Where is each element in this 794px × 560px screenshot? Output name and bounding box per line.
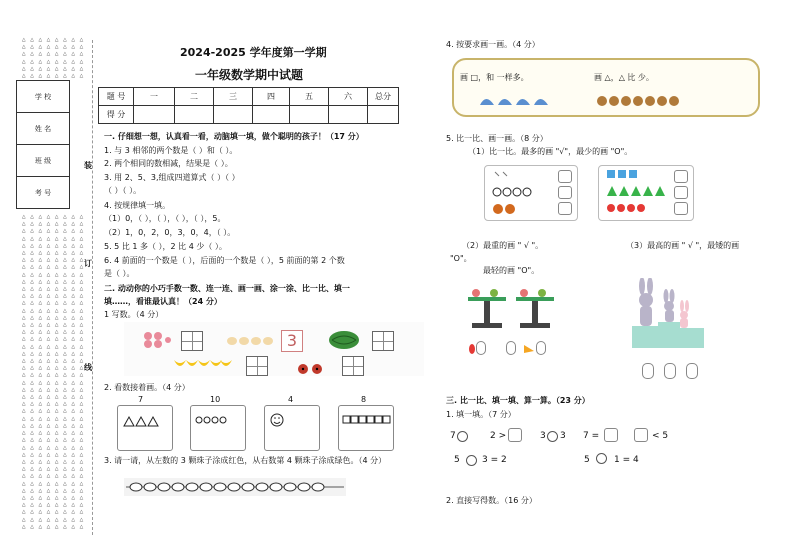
q5-answer-box-6[interactable]	[674, 202, 688, 215]
score-table	[98, 87, 399, 124]
s2-q3: 3. 请一请，从左数的 3 颗珠子涂成红色，从右数第 4 颗珠子涂成绿色。（4 分）	[104, 456, 387, 465]
score-head-6: 六	[329, 88, 368, 106]
flower-group-icon	[142, 330, 172, 348]
eq-circle-4[interactable]	[596, 453, 607, 464]
q4-left-instruction: 画 □，和 一样多。	[460, 73, 529, 82]
eq-1-eq-4: 1 = 4	[614, 455, 639, 465]
binding-char-xian: 线	[84, 363, 92, 372]
eq-2-gt: 2 >	[490, 431, 507, 441]
draw-box-triangles[interactable]	[117, 405, 173, 451]
section2-heading-2: 填……，看谁最认真！（24 分）	[104, 297, 222, 306]
s2-q1: 1 写数。（4 分）	[104, 310, 164, 319]
score-head-1: 一	[134, 88, 175, 106]
s1-line-10: 是（ ）。	[104, 269, 135, 278]
section2-heading: 二. 动动你的小巧手数一数、连一连、画一画、涂一涂、比一比、填一	[104, 284, 350, 293]
eq-3-eq-2: 3 = 2	[482, 455, 507, 465]
eq-circle-2[interactable]	[547, 431, 558, 442]
ball-icons	[492, 168, 542, 216]
s1-line-8: 5. 5 比 1 多（ ），2 比 4 少（ ）。	[104, 242, 227, 251]
score-head-3: 三	[214, 88, 253, 106]
exam-title: 2024-2025 学年度第一学期	[180, 46, 327, 59]
score-cell[interactable]	[329, 106, 368, 124]
q5-answer-box-3[interactable]	[558, 202, 572, 215]
banana-group-icon	[172, 356, 232, 372]
s1-line-2: 2. 两个相同的数相减，结果是（ ）。	[104, 159, 233, 168]
cap-group-icon	[478, 92, 554, 106]
q5-2-instruction: （2）最重的画 " √ "。	[462, 241, 544, 250]
score-head-4: 四	[253, 88, 290, 106]
draw-box-squares[interactable]	[338, 405, 394, 451]
s1-line-5: 4. 按规律填一填。	[104, 201, 171, 210]
eq-box-3[interactable]	[634, 428, 648, 442]
watermelon-icon	[328, 330, 360, 350]
score-row-label: 得 分	[99, 106, 134, 124]
q5-heading: 5. 比一比、画一画。（8 分）	[446, 134, 548, 143]
eq-3a: 3	[540, 431, 546, 441]
eq-lt-5: < 5	[652, 431, 669, 441]
score-cell[interactable]	[290, 106, 329, 124]
score-cell[interactable]	[253, 106, 290, 124]
q4-right-instruction: 画 △，△ 比 少。	[594, 73, 654, 82]
q4-wavy-frame	[452, 58, 760, 117]
s1-line-4: （ ）（ ）。	[104, 186, 142, 195]
q5-answer-box-2[interactable]	[558, 186, 572, 199]
score-cell[interactable]	[175, 106, 214, 124]
s3-q2-heading: 2. 直接写得数。（16 分）	[446, 496, 537, 505]
s1-line-1: 1. 与 3 相邻的两个数是（ ）和（ ）。	[104, 146, 238, 155]
score-cell[interactable]	[134, 106, 175, 124]
write-box-grid-1[interactable]	[181, 331, 203, 351]
binding-line	[92, 40, 93, 535]
score-head-5: 五	[290, 88, 329, 106]
score-head-total: 总分	[368, 88, 399, 106]
info-label-name: 姓 名	[17, 113, 70, 145]
shape-icons	[605, 168, 671, 216]
s1-line-7: （2）1，0，2，0，3，0，4，（ ）。	[104, 228, 236, 237]
write-box-grid-4[interactable]	[342, 356, 364, 376]
draw-number-7: 7	[138, 395, 144, 404]
score-head-2: 二	[175, 88, 214, 106]
eq-circle-1[interactable]	[457, 431, 468, 442]
eq-3b: 3	[560, 431, 566, 441]
s1-line-9: 6. 4 前面的一个数是（ ），后面的一个数是（ ），5 前面的第 2 个数	[104, 256, 345, 265]
write-box-grid-3[interactable]	[246, 356, 268, 376]
exam-subtitle: 一年级数学期中试题	[195, 68, 304, 82]
rabbit-answer-box-1[interactable]	[642, 363, 654, 379]
binding-char-ding: 订	[84, 259, 92, 268]
draw-box-faces[interactable]	[264, 405, 320, 451]
s3-q1-heading: 1. 填一填。（7 分）	[446, 410, 516, 419]
info-label-class: 班 级	[17, 145, 70, 177]
q4-heading: 4. 按要求画一画。（4 分）	[446, 40, 540, 49]
write-box-grid-2[interactable]	[372, 331, 394, 351]
q5-answer-box-1[interactable]	[558, 170, 572, 183]
q5-1-instruction: （1）比一比。最多的画 "√"，最少的画 "O"。	[468, 147, 633, 156]
rabbit-answer-box-2[interactable]	[664, 363, 676, 379]
q5-2-instruction-cont: 最轻的画 "O"。	[483, 266, 540, 275]
info-label-id: 考 号	[17, 177, 70, 209]
bead-string[interactable]	[124, 478, 346, 496]
s1-line-6: （1）0，（ ），（ ），（ ），（ ），5。	[104, 214, 226, 223]
eq-7-eq: 7 =	[583, 431, 600, 441]
bear-group-icon	[596, 92, 692, 104]
eq-box-2[interactable]	[604, 428, 618, 442]
eq-circle-3[interactable]	[466, 455, 477, 466]
section1-heading: 一. 仔细想一想，认真看一看，动脑填一填，做个聪明的孩子！（17 分）	[104, 132, 364, 141]
s1-line-3: 3. 用 2、5、3,组成四道算式（ ）（ ）	[104, 173, 240, 182]
written-number: 3	[286, 331, 298, 350]
triangle-border-top: △ △ △ △ △ △ △ △ △ △ △ △ △ △ △ △ △ △ △ △ △ △ △ △ △ △ △ △ △ △ △ △ △ △ △ △ △ △ △ △ △ △ △ △ △ △ △ △	[22, 36, 84, 80]
s2-q2: 2. 看数接着画。（4 分）	[104, 383, 190, 392]
triangle-border-bottom: △ △ △ △ △ △ △ △ △ △ △ △ △ △ △ △ △ △ △ △ △ △ △ △ △ △ △ △ △ △ △ △ △ △ △ △ △ △ △ △ △ △ △ △ △ △ △ △ △ △ △ △ △ △ △ △ △ △ △ △ △ △ △ △ △ △ △ △ △ △ △ △ △ △ △ △ △ △ △ △ △ △ △ △ △ △ △ △ △ △ △ △ △ △ △ △ △ △ △ △ △ △ △ △ △ △ △ △ △ △ △ △ △ △ △ △ △ △ △ △ △ △ △ △ △ △ △ △ △ △ △ △ △ △ △ △ △ △ △ △ △ △ △ △ △ △ △ △ △ △ △ △ △ △ △ △ △ △ △ △ △ △ △ △ △ △ △ △ △ △ △ △ △ △ △ △ △ △ △ △ △ △ △ △ △ △ △ △ △ △ △ △ △ △ △ △ △ △ △ △ △ △ △ △ △ △ △ △ △ △ △ △ △ △ △ △ △ △ △ △ △ △ △ △ △ △ △ △ △ △ △ △ △ △ △ △ △ △ △ △ △ △ △ △ △ △ △ △ △ △ △ △ △ △ △ △ △ △ △ △ △ △ △ △ △ △ △ △ △ △ △ △ △ △ △ △ △ △ △ △ △ △ △ △ △ △ △ △ △ △ △ △ △ △ △ △ △ △ △ △ △ △ △ △ △ △ △ △ △ △ △ △ △ △ △ △ △ △ △ △ △ △ △ △ △ △ △ △ △ △ △ △ △ △ △ △ △ △ △ △ △ △ △ △ △ △ △ △ △ △ △ △	[22, 213, 84, 530]
score-head-label: 题 号	[99, 88, 134, 106]
eq-5a: 5	[454, 455, 460, 465]
rabbit-group-icon	[226, 331, 276, 347]
write-box-filled-3[interactable]	[281, 330, 303, 352]
q5-3-instruction-cont: "O"。	[450, 254, 472, 263]
draw-number-10: 10	[210, 395, 221, 404]
q5-3-instruction: （3）最高的画 " √ "，最矮的画	[626, 241, 740, 250]
eq-box-1[interactable]	[508, 428, 522, 442]
q5-answer-box-5[interactable]	[674, 186, 688, 199]
binding-char-zhuang: 装	[84, 161, 92, 170]
student-info-table	[16, 80, 70, 209]
info-label-school: 学 校	[17, 81, 70, 113]
section3-heading: 三. 比一比、填一填、算一算。（23 分）	[446, 396, 590, 405]
draw-box-circles[interactable]	[190, 405, 246, 451]
scale-answer-box-1[interactable]	[476, 341, 486, 355]
eq-5b: 5	[584, 455, 590, 465]
scale-answer-box-3[interactable]	[536, 341, 546, 355]
q5-answer-box-4[interactable]	[674, 170, 688, 183]
ladybug-group-icon	[297, 360, 327, 372]
rabbit-answer-box-3[interactable]	[686, 363, 698, 379]
eq-7: 7	[450, 431, 456, 441]
draw-number-8: 8	[361, 395, 367, 404]
draw-number-4: 4	[288, 395, 294, 404]
score-cell[interactable]	[214, 106, 253, 124]
score-cell[interactable]	[368, 106, 399, 124]
scale-answer-box-2[interactable]	[506, 341, 516, 355]
